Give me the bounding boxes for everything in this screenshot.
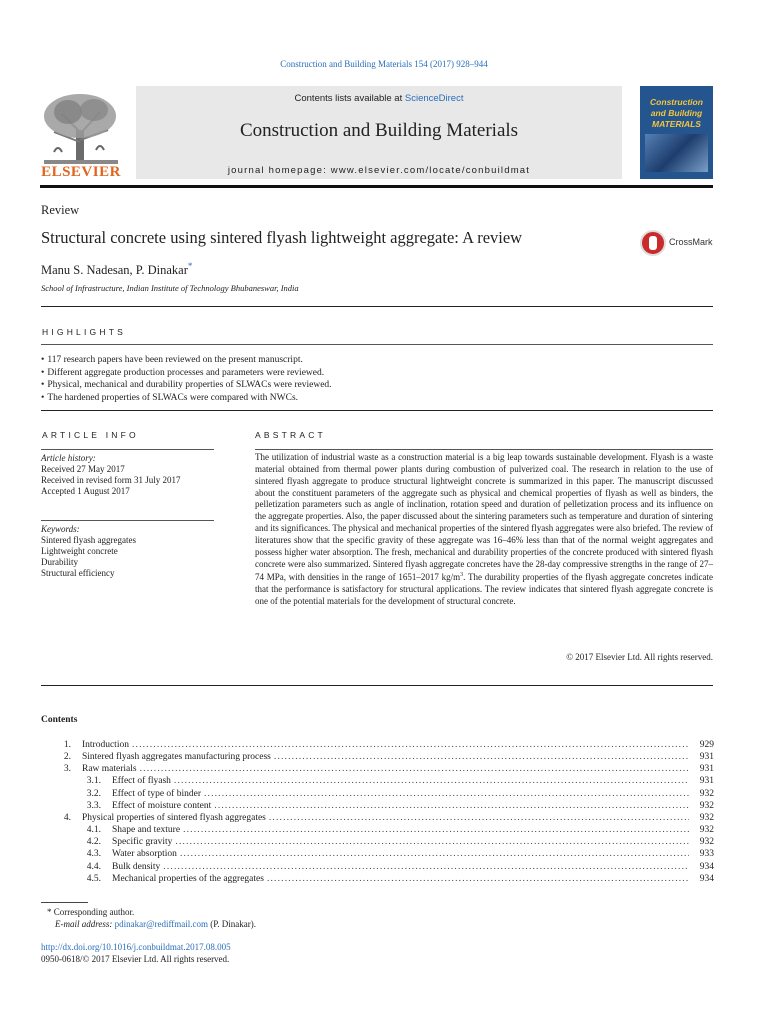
toc-leader-dots [183, 824, 689, 836]
toc-title: Specific gravity [112, 837, 173, 848]
toc-entry[interactable] [41, 873, 714, 885]
article-info-heading: ARTICLE INFO [42, 430, 139, 440]
highlight-item: • The hardened properties of SLWACs were compared with NWCs. [41, 393, 299, 404]
toc-entry[interactable] [41, 775, 714, 787]
toc-title: Effect of type of binder [112, 788, 201, 799]
toc-entry[interactable] [41, 824, 714, 836]
rule [41, 306, 713, 307]
toc-page-number: 932 [699, 825, 714, 836]
corresponding-author-mark[interactable]: * [187, 261, 193, 271]
toc-page-number: 932 [699, 788, 714, 799]
toc-title: Effect of moisture content [112, 800, 212, 811]
header-rule [40, 185, 713, 188]
toc-title: Bulk density [112, 861, 161, 872]
toc-title: Physical properties of sintered flyash aggregates [82, 812, 266, 823]
toc-page-number: 934 [699, 861, 714, 872]
toc-title: Raw materials [82, 764, 137, 775]
toc-number: 3.2. [86, 788, 101, 799]
table-of-contents [41, 739, 714, 885]
abstract-heading: ABSTRACT [255, 430, 326, 440]
toc-leader-dots [274, 751, 689, 763]
rule [41, 685, 713, 686]
toc-number: 3.3. [86, 800, 101, 811]
article-type: Review [41, 203, 80, 217]
history-revised: Received in revised form 31 July 2017 [41, 475, 181, 485]
keywords [41, 524, 214, 579]
article-title: Structural concrete using sintered flyash lightweight aggregate: A review [41, 228, 523, 247]
highlight-item: • 117 research papers have been reviewed on the present manuscript. [41, 355, 303, 365]
toc-page-number: 931 [699, 764, 714, 775]
toc-entry[interactable] [41, 812, 714, 824]
corresponding-author-label: Corresponding author. [53, 907, 135, 917]
affiliation: School of Infrastructure, Indian Institute of Technology Bhubaneswar, India [41, 283, 299, 293]
toc-number: 4.2. [86, 837, 101, 848]
abstract-text: The utilization of industrial waste as a construction material is a big leap towards sustainable development. Flyash is a waste material obtained from thermal power plants during combustion of pulverized coal. The research in relation to the use of sintered flyash aggregate to produce structural lightweight concrete is summarized in this paper. The manuscript discussed about the constituent parameters of the aggregate such as physical and chemical properties of flyash as well as binders, the pelletization parameters such as angle of inclination, rotation speed and duration of pelletization process and its influence on the aggregate properties. Also, the paper discussed about the sintering parameters such as temperature and duration of sintering and its significances. The physical and mechanical properties of the sintered flyash aggregates were also briefed. The review of literatures show that the specific gravity of these aggregate was 16–46% less than that of the normal weight aggregates and possess higher water absorption. The fresh, mechanical and durability properties of the concrete produced with sintered flyash concrete were also summarized. Sintered flyash aggregate concretes have the 28-day compressive strengths in the range of 27–74 MPa, with densities in the range of 1651–2017 $kg/m^3$. The durability properties of the flyash aggregate concretes indicate that the performance is satisfactory for structural applications. The review indicates that sintered flyash aggregate concrete is one of the potential materials for the development of structural concrete. [255, 452, 713, 607]
toc-number: 4.1. [86, 825, 101, 836]
contents-available-line: Contents lists available at ScienceDirect [294, 93, 464, 104]
elsevier-wordmark: ELSEVIER [41, 164, 121, 180]
toc-title: Sintered flyash aggregates manufacturing process [82, 752, 271, 763]
toc-title: Effect of flyash [112, 776, 171, 787]
cover-title: Construction and Building MATERIALS [650, 97, 703, 129]
toc-entry[interactable] [41, 739, 714, 751]
toc-number: 4.5. [86, 873, 101, 884]
toc-page-number: 932 [699, 837, 714, 848]
keyword: Lightweight concrete [41, 546, 118, 556]
history-received: Received 27 May 2017 [41, 464, 125, 474]
footnote-rule [41, 902, 88, 903]
toc-number: 3.1. [86, 776, 101, 787]
rule [41, 449, 214, 450]
highlights-list [41, 354, 713, 405]
highlight-item: • Different aggregate production processes and parameters were reviewed. [41, 367, 325, 378]
journal-cover-thumbnail[interactable] [640, 86, 713, 179]
rule [41, 344, 713, 345]
toc-entry[interactable] [41, 861, 714, 873]
toc-entry[interactable] [41, 751, 714, 763]
contents-heading: Contents [41, 715, 78, 725]
toc-page-number: 932 [699, 812, 714, 823]
cover-image [645, 134, 708, 172]
toc-entry[interactable] [41, 800, 714, 812]
toc-leader-dots [214, 800, 689, 812]
toc-number: 4.4. [86, 861, 101, 872]
footnote: * Corresponding author. E-mail address: pdinakar@rediffmail.com (P. Dinakar). [47, 907, 257, 929]
doi-link[interactable]: http://dx.doi.org/10.1016/j.conbuildmat.2017.08.005 [41, 942, 231, 952]
toc-entry[interactable] [41, 763, 714, 775]
keywords-label: Keywords: [41, 524, 80, 534]
rule [41, 410, 713, 411]
journal-homepage[interactable]: journal homepage: www.elsevier.com/locate/conbuildmat [227, 165, 531, 176]
toc-number: 1. [63, 740, 71, 750]
toc-title: Water absorption [112, 849, 177, 860]
toc-leader-dots [140, 763, 689, 775]
toc-leader-dots [269, 812, 689, 824]
toc-title: Mechanical properties of the aggregates [112, 873, 264, 884]
toc-page-number: 929 [699, 740, 714, 750]
toc-leader-dots [175, 836, 689, 848]
history-label: Article history: [41, 453, 96, 463]
journal-citation[interactable]: Construction and Building Materials 154 (2017) 928–944 [280, 59, 488, 69]
journal-title: Construction and Building Materials [239, 120, 519, 141]
toc-title: Introduction [82, 740, 129, 750]
highlights-heading: HIGHLIGHTS [42, 327, 126, 337]
toc-leader-dots [180, 848, 689, 860]
toc-page-number: 933 [699, 849, 714, 860]
toc-leader-dots [132, 739, 689, 751]
toc-page-number: 932 [699, 800, 714, 811]
keyword: Durability [41, 557, 78, 567]
toc-title: Shape and texture [112, 825, 181, 836]
crossmark-button[interactable] [640, 230, 730, 258]
author-email-link[interactable]: pdinakar@rediffmail.com [114, 919, 209, 929]
toc-leader-dots [174, 775, 689, 787]
toc-entry[interactable] [41, 788, 714, 800]
keyword: Structural efficiency [41, 568, 115, 578]
crossmark-label: CrossMark [669, 237, 713, 247]
toc-number: 3. [63, 764, 71, 775]
sciencedirect-link[interactable]: ScienceDirect [404, 93, 464, 104]
highlight-item: • Physical, mechanical and durability properties of SLWACs were reviewed. [41, 380, 332, 391]
toc-number: 4. [63, 812, 71, 823]
toc-page-number: 934 [699, 873, 714, 884]
rule [41, 520, 214, 521]
copyright-notice: © 2017 Elsevier Ltd. All rights reserved. [566, 652, 713, 662]
toc-entry[interactable] [41, 848, 714, 860]
keyword: Sintered flyash aggregates [41, 535, 136, 545]
author-list: Manu S. Nadesan, P. Dinakar* [41, 261, 193, 278]
history-accepted: Accepted 1 August 2017 [41, 486, 130, 496]
toc-number: 4.3. [86, 849, 101, 860]
toc-leader-dots [267, 873, 689, 885]
toc-number: 2. [63, 752, 71, 763]
toc-leader-dots [163, 861, 689, 873]
toc-page-number: 931 [699, 752, 714, 763]
doi-block [41, 941, 231, 965]
article-history [41, 453, 214, 497]
toc-page-number: 931 [699, 776, 714, 787]
rule [255, 449, 713, 450]
toc-entry[interactable] [41, 836, 714, 848]
toc-leader-dots [204, 788, 689, 800]
issn-line: 0950-0618/© 2017 Elsevier Ltd. All rights reserved. [41, 954, 230, 964]
crossmark-icon [640, 230, 666, 256]
